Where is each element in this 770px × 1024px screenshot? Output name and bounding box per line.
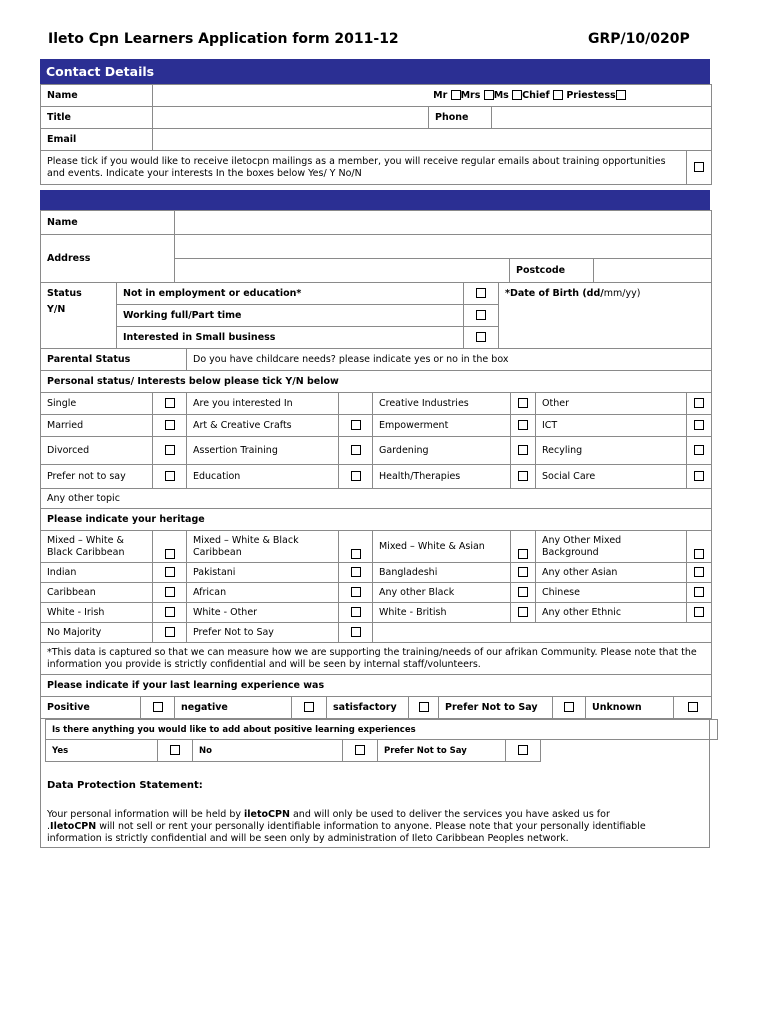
heritage-cell: Pakistani — [187, 563, 339, 583]
learning-option-positive: Positive — [41, 697, 141, 719]
heritage-cell: Caribbean — [41, 583, 153, 603]
checkbox-cell[interactable] — [511, 531, 536, 563]
checkbox[interactable] — [694, 420, 704, 430]
learning-option-satisfactory: satisfactory — [327, 697, 409, 719]
checkbox-cell[interactable] — [153, 583, 187, 603]
checkbox-cell[interactable] — [153, 393, 187, 415]
contact-table — [40, 84, 712, 151]
checkbox-cell[interactable] — [687, 465, 712, 489]
interests-header: Personal status/ Interests below please tick Y/N below — [41, 371, 712, 393]
checkbox-cell[interactable] — [511, 415, 536, 437]
interest-cell: Recyling — [536, 437, 687, 465]
checkbox-cell[interactable] — [141, 697, 175, 719]
checkbox[interactable] — [304, 702, 314, 712]
honorific-mrs: Mrs — [460, 89, 481, 101]
interest-cell: Assertion Training — [187, 437, 339, 465]
honorific-chief: Chief — [522, 89, 550, 101]
checkbox-cell[interactable] — [511, 603, 536, 623]
checkbox-cell[interactable] — [153, 437, 187, 465]
honorific-ms: Ms — [493, 89, 509, 101]
checkbox-cell[interactable] — [339, 583, 373, 603]
mailing-checkbox-cell[interactable] — [687, 151, 712, 185]
checkbox[interactable] — [518, 567, 528, 577]
interest-cell: Creative Industries — [373, 393, 511, 415]
form-code: GRP/10/020P — [588, 31, 690, 47]
checkbox[interactable] — [165, 420, 175, 430]
checkbox-cell[interactable] — [339, 465, 373, 489]
dp-line-3: information is strictly confidential and will be seen only by administration of Ileto Caribbean Peoples network. — [47, 833, 569, 844]
checkbox[interactable] — [518, 445, 528, 455]
postcode-label: Postcode — [510, 259, 594, 283]
interest-cell: Divorced — [41, 437, 153, 465]
honorific-priestess: Priestess — [566, 89, 616, 101]
heritage-cell: Prefer Not to Say — [187, 623, 339, 643]
heritage-cell: Bangladeshi — [373, 563, 511, 583]
learning-table — [40, 696, 712, 719]
honorific-mr: Mr — [433, 89, 448, 101]
phone-field[interactable] — [492, 107, 712, 129]
status-label: Status — [47, 288, 82, 299]
dp-text: will not sell or rent your personally identifiable information to anyone. Please note that your personally identifiable — [96, 821, 646, 832]
yn-label: Y/N — [47, 304, 66, 315]
checkbox[interactable] — [351, 607, 361, 617]
honorific-options — [153, 85, 712, 107]
address-table — [40, 234, 712, 283]
dob-format: mm/yy) — [603, 288, 641, 299]
prefer-not-label: Prefer Not to Say — [378, 740, 506, 762]
interest-cell: Health/Therapies — [373, 465, 511, 489]
interest-cell: Other — [536, 393, 687, 415]
checkbox[interactable] — [694, 587, 704, 597]
checkbox-cell[interactable] — [339, 603, 373, 623]
checkbox-cell[interactable] — [553, 697, 586, 719]
checkbox-cell[interactable] — [511, 393, 536, 415]
checkbox[interactable] — [165, 445, 175, 455]
dp-org-name: iletoCPN — [244, 809, 290, 820]
interest-cell: Married — [41, 415, 153, 437]
checkbox[interactable] — [351, 420, 361, 430]
heritage-cell: White - Other — [187, 603, 339, 623]
address-field[interactable] — [175, 235, 712, 259]
dp-text: Your personal information will be held by — [47, 809, 245, 820]
checkbox-cell[interactable] — [153, 465, 187, 489]
yes-label: Yes — [46, 740, 158, 762]
checkbox[interactable] — [419, 702, 429, 712]
checkbox-cell[interactable] — [153, 563, 187, 583]
checkbox[interactable] — [518, 607, 528, 617]
interest-cell: Gardening — [373, 437, 511, 465]
checkbox[interactable] — [351, 471, 361, 481]
name-label: Name — [41, 85, 153, 107]
personal-name-field[interactable] — [175, 211, 712, 235]
personal-table — [40, 210, 712, 235]
checkbox-cell[interactable] — [511, 563, 536, 583]
checkbox-cell[interactable] — [687, 415, 712, 437]
heritage-note: *This data is captured so that we can measure how we are supporting the training/needs of our afrikan Community. Please note that the information you provide is strictly confidential and will be seen by internal staff/volunteers. — [41, 643, 712, 675]
email-field[interactable] — [153, 129, 712, 151]
learning-option-unknown: Unknown — [586, 697, 674, 719]
parental-status-label: Parental Status — [41, 349, 187, 371]
heritage-cell: Indian — [41, 563, 153, 583]
interest-cell: Are you interested In — [187, 393, 339, 415]
heritage-cell: Mixed – White & Black Caribbean — [187, 531, 339, 563]
data-protection-text — [47, 809, 712, 845]
heritage-header: Please indicate your heritage — [41, 509, 712, 531]
status-2-checkbox-cell[interactable] — [464, 305, 499, 327]
heritage-table — [40, 530, 712, 697]
heritage-cell: Any Other Mixed Background — [536, 531, 687, 563]
interest-cell: Single — [41, 393, 153, 415]
checkbox[interactable] — [165, 549, 175, 559]
mr-checkbox[interactable] — [451, 90, 461, 100]
heritage-cell: African — [187, 583, 339, 603]
checkbox[interactable] — [165, 567, 175, 577]
interest-cell: ICT — [536, 415, 687, 437]
interest-cell: Prefer not to say — [41, 465, 153, 489]
positive-experience-question: Is there anything you would like to add about positive learning experiences — [46, 720, 718, 740]
empty-cell — [373, 623, 712, 643]
status-3-checkbox[interactable] — [476, 332, 486, 342]
checkbox-cell[interactable] — [409, 697, 439, 719]
checkbox[interactable] — [351, 567, 361, 577]
contact-details-bar: Contact Details — [40, 59, 710, 85]
dp-line-2 — [47, 821, 712, 833]
checkbox-cell[interactable] — [687, 583, 712, 603]
personal-section-bar — [40, 190, 710, 210]
checkbox-cell[interactable] — [339, 623, 373, 643]
status-option-3: Interested in Small business — [117, 327, 464, 349]
checkbox[interactable] — [694, 398, 704, 408]
postcode-field[interactable] — [594, 259, 712, 283]
status-option-2: Working full/Part time — [117, 305, 464, 327]
checkbox-cell[interactable] — [687, 563, 712, 583]
checkbox[interactable] — [694, 567, 704, 577]
checkbox[interactable] — [694, 445, 704, 455]
interest-cell: Empowerment — [373, 415, 511, 437]
checkbox[interactable] — [351, 445, 361, 455]
checkbox-cell[interactable] — [153, 531, 187, 563]
heritage-cell: Chinese — [536, 583, 687, 603]
checkbox-cell[interactable] — [339, 563, 373, 583]
checkbox-cell[interactable] — [687, 603, 712, 623]
interest-cell: Education — [187, 465, 339, 489]
checkbox-cell[interactable] — [511, 437, 536, 465]
learning-option-negative: negative — [175, 697, 292, 719]
checkbox[interactable] — [518, 587, 528, 597]
heritage-cell: Any other Black — [373, 583, 511, 603]
heritage-cell: Mixed – White & Black Caribbean — [41, 531, 153, 563]
heritage-cell: Any other Ethnic — [536, 603, 687, 623]
address-field-2[interactable] — [175, 259, 510, 283]
status-option-1: Not in employment or education* — [117, 283, 464, 305]
checkbox-cell[interactable] — [153, 415, 187, 437]
checkbox[interactable] — [518, 549, 528, 559]
checkbox-cell[interactable] — [687, 437, 712, 465]
checkbox-cell[interactable] — [339, 437, 373, 465]
heritage-cell: White - Irish — [41, 603, 153, 623]
status-3-checkbox-cell[interactable] — [464, 327, 499, 349]
empty-cell — [339, 393, 373, 415]
checkbox-cell[interactable] — [153, 623, 187, 643]
address-label: Address — [41, 235, 175, 283]
checkbox-cell[interactable] — [339, 531, 373, 563]
checkbox-cell[interactable] — [339, 415, 373, 437]
mailing-table — [40, 150, 712, 185]
learning-header: Please indicate if your last learning experience was — [41, 675, 712, 697]
dob-field[interactable] — [499, 283, 712, 349]
checkbox[interactable] — [564, 702, 574, 712]
mrs-checkbox[interactable] — [484, 90, 494, 100]
checkbox[interactable] — [518, 471, 528, 481]
interests-table — [40, 392, 712, 531]
title-field[interactable] — [153, 107, 429, 129]
checkbox-cell[interactable] — [687, 531, 712, 563]
status-table — [40, 282, 712, 349]
dp-text: . — [47, 821, 51, 832]
no-label: No — [193, 740, 343, 762]
heritage-cell: Mixed – White & Asian — [373, 531, 511, 563]
checkbox[interactable] — [351, 587, 361, 597]
checkbox[interactable] — [694, 549, 704, 559]
learning-option-prefer-not: Prefer Not to Say — [439, 697, 553, 719]
dob-label: *Date of Birth (dd/ — [505, 288, 604, 299]
checkbox-cell[interactable] — [511, 583, 536, 603]
status-1-checkbox-cell[interactable] — [464, 283, 499, 305]
dp-line-1 — [47, 809, 712, 821]
checkbox[interactable] — [165, 587, 175, 597]
checkbox-cell[interactable] — [153, 603, 187, 623]
title-label: Title — [41, 107, 153, 129]
childcare-question: Do you have childcare needs? please indicate yes or no in the box — [187, 349, 712, 371]
personal-name-label: Name — [41, 211, 175, 235]
checkbox[interactable] — [165, 627, 175, 637]
checkbox[interactable] — [518, 420, 528, 430]
checkbox[interactable] — [694, 471, 704, 481]
checkbox[interactable] — [351, 549, 361, 559]
heritage-cell: White - British — [373, 603, 511, 623]
checkbox[interactable] — [351, 627, 361, 637]
other-topic-field[interactable]: Any other topic — [41, 489, 712, 509]
status-1-checkbox[interactable] — [476, 288, 486, 298]
phone-label: Phone — [429, 107, 492, 129]
checkbox-cell[interactable] — [687, 393, 712, 415]
mailing-checkbox[interactable] — [694, 162, 704, 172]
interest-cell: Art & Creative Crafts — [187, 415, 339, 437]
interest-cell: Social Care — [536, 465, 687, 489]
status-label-cell — [41, 283, 117, 349]
form-title: Ileto Cpn Learners Application form 2011-12 — [48, 31, 399, 47]
checkbox[interactable] — [688, 702, 698, 712]
data-protection-title: Data Protection Statement: — [47, 780, 203, 791]
checkbox[interactable] — [694, 607, 704, 617]
checkbox[interactable] — [165, 471, 175, 481]
checkbox[interactable] — [165, 607, 175, 617]
checkbox[interactable] — [165, 398, 175, 408]
checkbox[interactable] — [153, 702, 163, 712]
checkbox-cell[interactable] — [292, 697, 327, 719]
mailing-text: Please tick if you would like to receive iletocpn mailings as a member, you will receive regular emails about training opportunities and events. Indicate your interests In the boxes below Yes/ Y No/N — [41, 151, 687, 185]
dp-text: and will only be used to deliver the services you have asked us for — [289, 809, 610, 820]
email-label: Email — [41, 129, 153, 151]
chief-checkbox[interactable] — [553, 90, 563, 100]
status-2-checkbox[interactable] — [476, 310, 486, 320]
heritage-cell: No Majority — [41, 623, 153, 643]
heritage-cell: Any other Asian — [536, 563, 687, 583]
checkbox[interactable] — [518, 398, 528, 408]
parental-table — [40, 348, 712, 393]
priestess-checkbox[interactable] — [616, 90, 626, 100]
checkbox-cell[interactable] — [674, 697, 712, 719]
checkbox-cell[interactable] — [511, 465, 536, 489]
ms-checkbox[interactable] — [512, 90, 522, 100]
dp-org-name: IletoCPN — [50, 821, 97, 832]
